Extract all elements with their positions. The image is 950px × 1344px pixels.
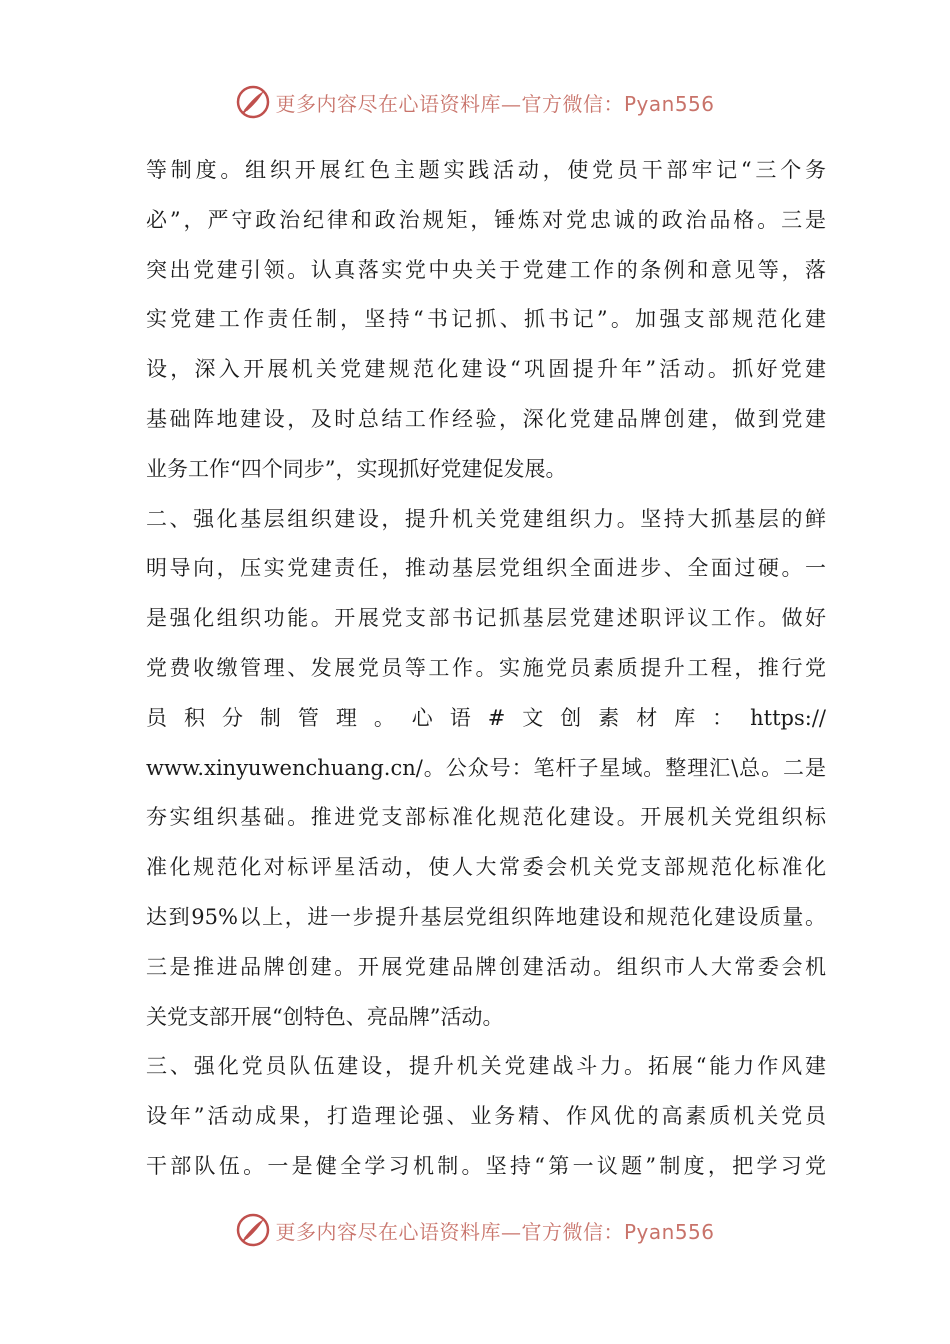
quill-logo-icon [235, 1212, 271, 1248]
text-line: 必”，严守政治纪律和政治规矩，锤炼对党忠诚的政治品格。三是 [146, 207, 826, 232]
text-line-url: 员积分制管理。心语#文创素材库：https:// [146, 705, 826, 730]
text-line: 准化规范化对标评星活动，使人大常委会机关党支部规范化标准化 [146, 855, 826, 880]
text-line: 基础阵地建设，及时总结工作经验，深化党建品牌创建，做到党建 [146, 406, 826, 431]
text-line: 党费收缴管理、发展党员等工作。实施党员素质提升工程，推行党 [146, 655, 826, 680]
text-line: 干部队伍。一是健全学习机制。坚持“第一议题”制度，把学习党 [146, 1153, 826, 1178]
text-line-url-cont: www.xinyuwenchuang.cn/。公众号：笔杆子星域。整理汇\总。二是 [146, 755, 826, 780]
text-line: 突出党建引领。认真落实党中央关于党建工作的条例和意见等，落 [146, 257, 826, 282]
section-heading-3: 三、强化党员队伍建设，提升机关党建战斗力。拓展“能力作风建 [146, 1054, 826, 1079]
text-line: 三是推进品牌创建。开展党建品牌创建活动。组织市人大常委会机 [146, 954, 826, 979]
text-line: 设年”活动成果，打造理论强、业务精、作风优的高素质机关党员 [146, 1104, 826, 1129]
banner-text: 更多内容尽在心语资料库—官方微信：Pyan556 [275, 91, 715, 116]
document-body [146, 146, 826, 1192]
banner-text: 更多内容尽在心语资料库—官方微信：Pyan556 [275, 1219, 715, 1244]
text-line: 业务工作“四个同步”，实现抓好党建促发展。 [146, 456, 567, 481]
text-line: 达到95%以上，进一步提升基层党组织阵地建设和规范化建设质量。 [146, 904, 826, 929]
section-heading-2: 二、强化基层组织建设，提升机关党建组织力。坚持大抓基层的鲜 [146, 506, 826, 531]
text-line: 夯实组织基础。推进党支部标准化规范化建设。开展机关党组织标 [146, 805, 826, 830]
text-line: 关党支部开展“创特色、亮品牌”活动。 [146, 1004, 504, 1029]
text-line: 设，深入开展机关党建规范化建设“巩固提升年”活动。抓好党建 [146, 357, 826, 382]
text-line: 实党建工作责任制，坚持“书记抓、抓书记”。加强支部规范化建 [146, 307, 826, 332]
text-line: 明导向，压实党建责任，推动基层党组织全面进步、全面过硬。一 [146, 556, 826, 581]
text-line: 等制度。组织开展红色主题实践活动，使党员干部牢记“三个务 [146, 158, 826, 182]
footer-banner [0, 1208, 950, 1252]
quill-logo-icon [235, 84, 271, 120]
header-banner [0, 80, 950, 124]
text-line: 是强化组织功能。开展党支部书记抓基层党建述职评议工作。做好 [146, 606, 826, 631]
